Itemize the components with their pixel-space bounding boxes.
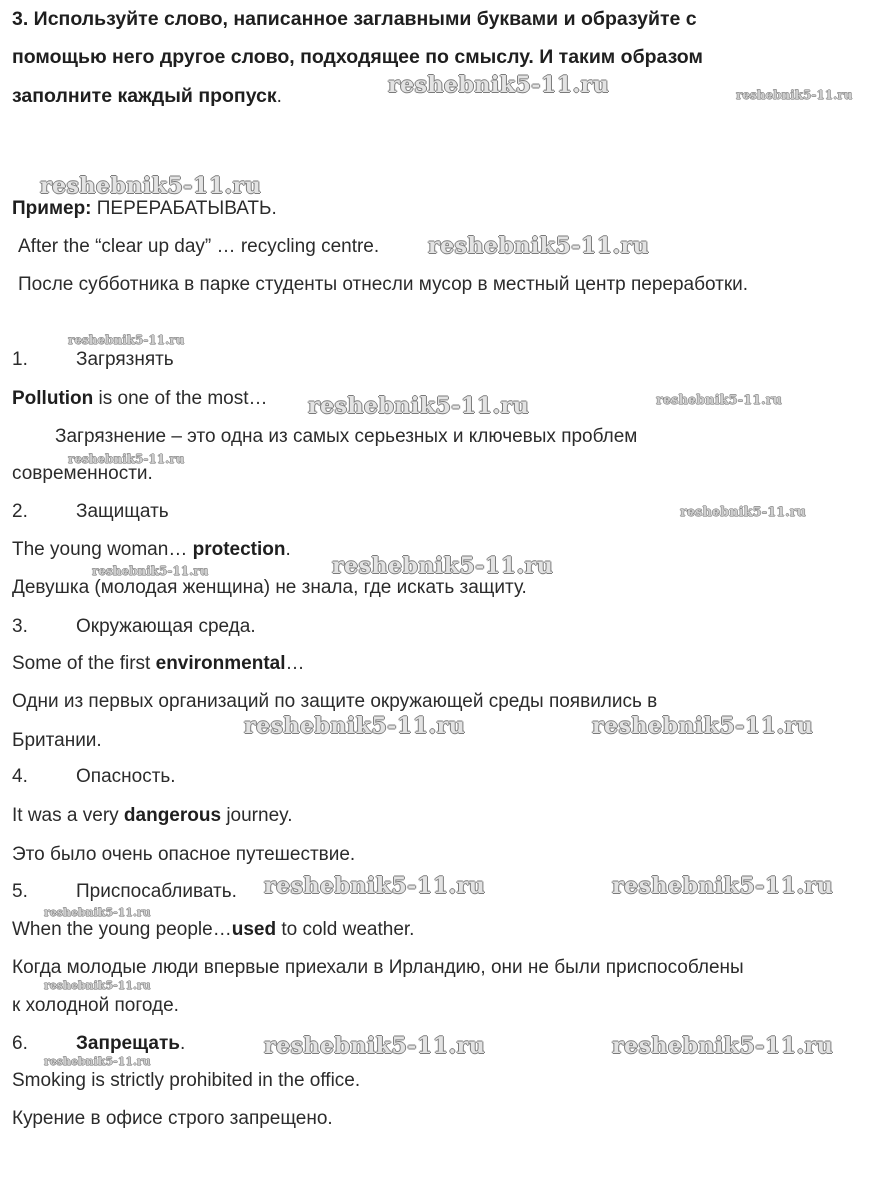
task-heading-line-3: заполните каждый пропуск. (12, 85, 282, 107)
watermark: reshebnik5-11.ru (428, 233, 650, 259)
item-1-english: Pollution is one of the most… (12, 388, 268, 409)
item-3-heading: 3. Окружающая среда. (12, 616, 256, 637)
watermark: reshebnik5-11.ru (68, 333, 185, 347)
watermark: reshebnik5-11.ru (656, 393, 783, 408)
item-2-heading: 2. Защищать (12, 501, 169, 522)
task-heading-line-2: помощью него другое слово, подходящее по смыслу. И таким образом (12, 46, 703, 68)
watermark: reshebnik5-11.ru (592, 713, 814, 739)
item-1-russian-line-1: Загрязнение – это одна из самых серьезных и ключевых проблем (55, 426, 638, 447)
watermark: reshebnik5-11.ru (92, 564, 209, 578)
item-5-russian-line-1: Когда молодые люди впервые приехали в Ирландию, они не были приспособлены (12, 957, 744, 978)
item-3-russian-line-2: Британии. (12, 730, 102, 751)
item-6-heading: 6. Запрещать. (12, 1033, 186, 1054)
watermark: reshebnik5-11.ru (264, 873, 486, 899)
example-russian: После субботника в парке студенты отнесли мусор в местный центр переработки. (18, 274, 749, 295)
watermark: reshebnik5-11.ru (264, 1033, 486, 1059)
task-heading-line-1: 3. Используйте слово, написанное заглавными буквами и образуйте с (12, 8, 697, 30)
watermark: reshebnik5-11.ru (680, 505, 807, 520)
watermark: reshebnik5-11.ru (44, 1055, 151, 1068)
watermark: reshebnik5-11.ru (612, 873, 834, 899)
item-6-russian: Курение в офисе строго запрещено. (12, 1108, 333, 1129)
item-4-heading: 4. Опасность. (12, 766, 176, 787)
example-english: After the “clear up day” … recycling centre. (18, 236, 380, 257)
item-2-russian: Девушка (молодая женщина) не знала, где искать защиту. (12, 577, 527, 598)
item-6-english: Smoking is strictly prohibited in the office. (12, 1070, 361, 1091)
item-1-russian-line-2: современности. (12, 463, 153, 484)
example-label: Пример: ПЕРЕРАБАТЫВАТЬ. (12, 198, 277, 219)
watermark: reshebnik5-11.ru (388, 72, 610, 98)
item-5-heading: 5. Приспосабливать. (12, 881, 237, 902)
item-1-heading: 1. Загрязнять (12, 349, 174, 370)
item-3-english: Some of the first environmental… (12, 653, 305, 674)
watermark: reshebnik5-11.ru (308, 393, 530, 419)
item-4-russian: Это было очень опасное путешествие. (12, 844, 356, 865)
item-3-russian-line-1: Одни из первых организаций по защите окружающей среды появились в (12, 691, 658, 712)
item-2-english: The young woman… protection. (12, 539, 291, 560)
watermark: reshebnik5-11.ru (736, 88, 853, 102)
item-5-russian-line-2: к холодной погоде. (12, 995, 179, 1016)
watermark: reshebnik5-11.ru (244, 713, 466, 739)
watermark: reshebnik5-11.ru (44, 906, 151, 919)
watermark: reshebnik5-11.ru (40, 173, 262, 199)
watermark: reshebnik5-11.ru (332, 553, 554, 579)
watermark: reshebnik5-11.ru (612, 1033, 834, 1059)
watermark: reshebnik5-11.ru (68, 452, 185, 466)
item-4-english: It was a very dangerous journey. (12, 805, 293, 826)
item-5-english: When the young people…used to cold weather. (12, 919, 415, 940)
watermark: reshebnik5-11.ru (44, 979, 151, 992)
